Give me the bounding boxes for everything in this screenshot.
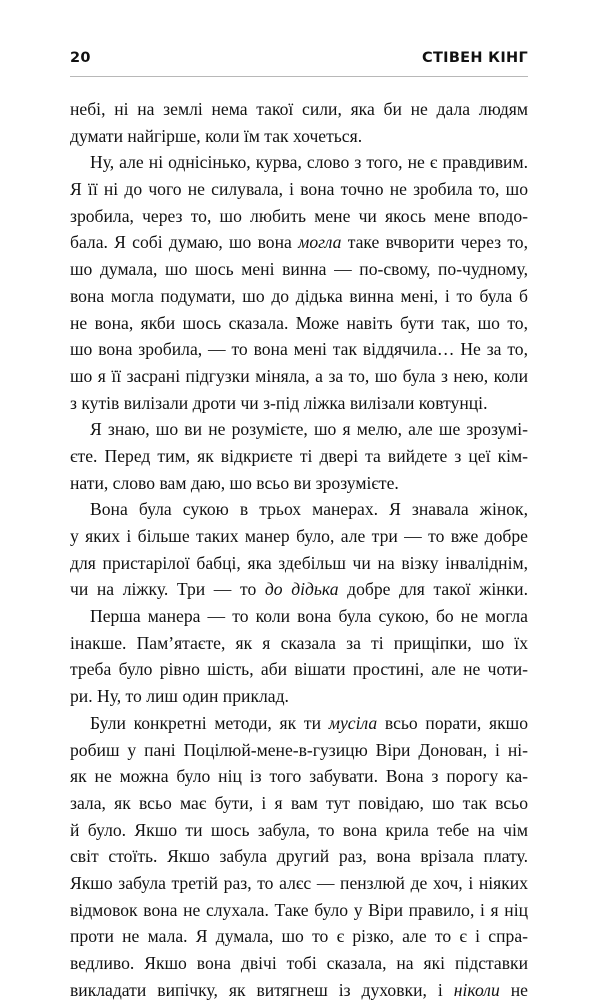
text-line: треба було рівно шість, аби вішати простині, але не чоти- bbox=[70, 659, 528, 680]
text-line: Я її ні до чого не силувала, і вона точно не зробила то, шо bbox=[70, 179, 528, 200]
text-line: зробила, через то, шо любить мене чи якось мене вподо- bbox=[70, 205, 528, 226]
text-line: Вона була сукою в трьох манерах. Я знавала жінок, bbox=[90, 499, 528, 520]
text-line: шо вона зробила, — то вона мені так віддячила… Не за то, bbox=[70, 339, 528, 360]
text-line: відмовок вона не слухала. Таке було у Віри правило, і я ніц bbox=[70, 899, 528, 920]
text-line: Були конкретні методи, як ти мусіла всьо порати, якшо bbox=[90, 712, 528, 733]
text-line: чи на ліжку. Три — то до дідька добре для такої жінки. bbox=[70, 579, 528, 600]
running-header bbox=[70, 50, 528, 70]
text-line: нати, слово вам даю, шо всьо ви зрозумієте. bbox=[70, 472, 399, 493]
text-line: й було. Якшо ти шось забула, то вона крила тебе на чім bbox=[70, 819, 528, 840]
text-line: робиш у пані Поцілюй-мене-в-гузицю Віри Донован, і ні- bbox=[70, 739, 528, 760]
text-line: не вона, якби шось сказала. Може навіть бути так, шо то, bbox=[70, 312, 528, 333]
text-line: думати найгірше, коли їм так хочеться. bbox=[70, 125, 363, 146]
text-line: викладати випічку, як витягнеш із духовки, і ніколи не bbox=[70, 979, 528, 1000]
text-line: у яких і більше таких манер було, але три — то вже добре bbox=[70, 526, 528, 546]
text-line: зала, як всьо має бути, і я вам тут повідаю, шо так всьо bbox=[70, 792, 528, 813]
text-line: небі, ні на землі нема такої сили, яка би не дала людям bbox=[70, 99, 528, 119]
text-line: єте. Перед тим, як відкриєте ті двері та вийдете з цеї кім- bbox=[70, 445, 528, 466]
page-number: 20 bbox=[70, 50, 91, 66]
text-line: ведливо. Якшо вона двічі тобі сказала, на які підставки bbox=[70, 953, 528, 973]
text-line: Ну, але ні однісінько, курва, слово з того, не є правдивим. bbox=[90, 152, 528, 173]
text-line: Перша манера — то коли вона була сукою, бо не могла bbox=[90, 606, 528, 627]
text-line: Я знаю, шо ви не розумієте, шо я мелю, але ше зрозумі- bbox=[90, 419, 528, 440]
text-line: з кутів вилізали дроти чи з-під ліжка вилізали ковтунці. bbox=[70, 392, 488, 413]
text-line: вона могла подумати, шо до дідька винна мені, і то була б bbox=[70, 285, 528, 306]
text-line: ри. Ну, то лиш один приклад. bbox=[70, 686, 289, 707]
text-line: проти не мала. Я думала, шо то є різко, але то є і спра- bbox=[70, 926, 528, 947]
text-line: Якшо забула третій раз, то алєс — пензлюй де хоч, і ніяких bbox=[70, 872, 528, 893]
body-text bbox=[70, 96, 528, 1003]
text-line: інакше. Пам’ятаєте, як я сказала за ті прищіпки, шо їх bbox=[70, 632, 528, 653]
text-line: бала. Я собі думаю, шо вона могла таке вчворити через то, bbox=[70, 232, 528, 253]
header-rule bbox=[70, 76, 528, 77]
author-name: СТІВЕН КІНГ bbox=[422, 50, 528, 66]
text-line: як не можна було ніц із того забувати. Вона з порогу ка- bbox=[70, 766, 528, 787]
text-line: шо думала, шо шось мені винна — по-свому, по-чудному, bbox=[70, 259, 528, 280]
text-line: світ стоїть. Якшо забула другий раз, вона врізала плату. bbox=[70, 846, 528, 867]
text-line: шо я її засрані підгузки міняла, а за то, шо була з нею, коли bbox=[70, 365, 528, 386]
text-line: для пристарілої бабці, яка здебільш чи на візку інваліднім, bbox=[70, 552, 528, 573]
